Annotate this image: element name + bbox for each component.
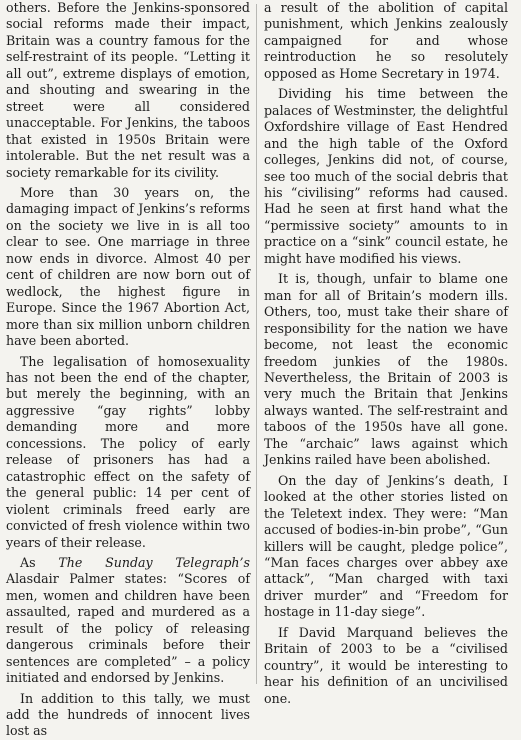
right-column bbox=[264, 0, 508, 707]
column-divider bbox=[256, 4, 257, 684]
paragraph-left-4-lead: As bbox=[20, 554, 59, 570]
paragraph-right-1: a result of the abolition of capital punishment, which Jenkins zealously campaigned for and whose reintroduction he so resolutely opposed as Home Secretary in 1974. bbox=[264, 0, 508, 81]
paragraph-right-4: On the day of Jenkins’s death, I looked at the other stories listed on the Teletext index. They were: “Man accused of bodies-in-bin probe”, “Gun killers will be caught, pledge police”, “Man faces charges over abbey axe attack”, “Man charged with taxi driver murder” and “Freedom for hostage in 11-day siege”. bbox=[264, 472, 508, 620]
paragraph-right-3: It is, though, unfair to blame one man for all of Britain’s modern ills. Others, too, must take their share of responsibility for the nation we have become, not least the economic freedom junkies of the 1980s. Nevertheless, the Britain of 2003 is very much the Britain that Jenkins always wanted. The self-restraint and taboos of the 1950s have all gone. The “archaic” laws against which Jenkins railed have been abolished. bbox=[264, 271, 508, 468]
paragraph-left-2: More than 30 years on, the damaging impact of Jenkins’s reforms on the society we live in is all too clear to see. One marriage in three now ends in divorce. Almost 40 per cent of children are now born out of wedlock, the highest figure in Europe. Since the 1967 Abortion Act, more than six million unborn children have been aborted. bbox=[6, 184, 250, 349]
paragraph-left-1: others. Before the Jenkins-sponsored social reforms made their impact, Britain was a country famous for the self-restraint of its people. “Letting it all out”, extreme displays of emotion, and shouting and swearing in the street were all considered unacceptable. For Jenkins, the taboos that existed in 1950s Britain were intolerable. But the net result was a society remarkable for its civility. bbox=[6, 0, 250, 180]
paragraph-left-4-body: Alasdair Palmer states: “Scores of men, women and children have been assaulted, raped and murdered as a result of the policy of releasing dangerous criminals before their sentences are completed” – a policy initiated and endorsed by Jenkins. bbox=[6, 571, 250, 686]
paragraph-right-5: If David Marquand believes the Britain of 2003 to be a “civilised country”, it would be interesting to hear his definition of an uncivilised one. bbox=[264, 624, 508, 706]
paragraph-left-4 bbox=[6, 555, 250, 687]
newspaper-title-italic: The Sunday Telegraph’s bbox=[58, 554, 250, 570]
paragraph-left-5: In addition to this tally, we must add the hundreds of innocent lives lost as bbox=[6, 690, 250, 739]
left-column bbox=[6, 0, 250, 740]
paragraph-left-3: The legalisation of homosexuality has not been the end of the chapter, but merely the beginning, with an aggressive “gay rights” lobby demanding more and more concessions. The policy of early release of prisoners has had a catastrophic effect on the safety of the general public: 14 per cent of violent criminals freed early are convicted of fresh violence within two years of their release. bbox=[6, 353, 250, 550]
paragraph-right-2: Dividing his time between the palaces of Westminster, the delightful Oxfordshire village of East Hendred and the high table of the Oxford colleges, Jenkins did not, of course, see too much of the social debris that his “civilising” reforms had caused. Had he seen at first hand what the “permissive society” amounts to in practice on a “sink” council estate, he might have modified his views. bbox=[264, 86, 508, 266]
